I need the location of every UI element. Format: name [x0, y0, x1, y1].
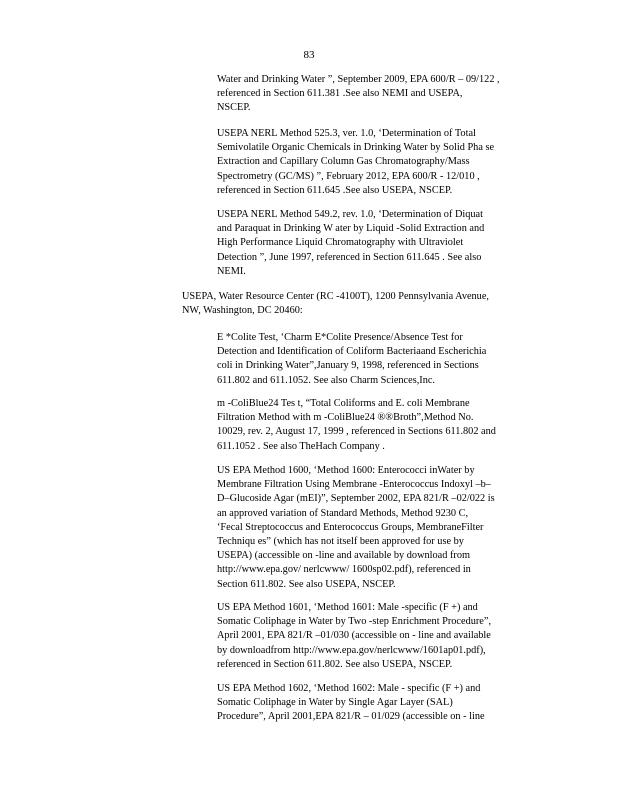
entry-line: ‘Fecal Streptococcus and Enterococcus Groups, MembraneFilter — [217, 521, 484, 533]
reference-entry-method-1601 — [217, 601, 541, 672]
entry-line: D–Glucoside Agar (mEI)”, September 2002, EPA 821/R –02/022 is — [217, 493, 495, 505]
entry-line: NEMI. — [217, 265, 246, 277]
entry-line: US EPA Method 1600, ‘Method 1600: Enterococci inWater by — [217, 465, 475, 476]
entry-line: Semivolatile Organic Chemicals in Drinking Water by Solid Pha se — [217, 142, 495, 154]
entry-line: USEPA) (accessible on -line and available by download from — [217, 550, 470, 562]
entry-line: coli in Drinking Water”,January 9, 1998, referenced in Sections — [217, 360, 479, 372]
entry-line: Section 611.802. See also USEPA, NSCEP. — [217, 578, 396, 590]
entry-line: and Paraquat in Drinking W ater by Liquid -Solid Extraction and — [217, 223, 485, 235]
reference-entry-ecolite-test — [217, 331, 541, 388]
entry-line: US EPA Method 1601, ‘Method 1601: Male -specific (F +) and — [217, 602, 478, 613]
entry-line: USEPA, Water Resource Center (RC -4100T), 1200 Pennsylvania Avenue, — [182, 291, 489, 302]
entry-line: 611.802 and 611.1052. See also Charm Sciences,Inc. — [217, 374, 435, 386]
entry-line: E *Colite Test, ‘Charm E*Colite Presence/Absence Test for — [217, 332, 463, 343]
entry-line: referenced in Section 611.381 .See also NEMI and USEPA, — [217, 88, 463, 100]
entry-line: referenced in Section 611.645 .See also USEPA, NSCEP. — [217, 184, 453, 196]
entry-line: 10029, rev. 2, August 17, 1999 , referenced in Sections 611.802 and — [217, 426, 496, 438]
reference-entry-method-525-3 — [217, 127, 541, 198]
entry-line: 611.1052 . See also TheHach Company . — [217, 440, 385, 452]
reference-entry-method-549-2 — [217, 208, 541, 279]
reference-entry-method-1602 — [217, 682, 541, 725]
entry-line: USEPA NERL Method 525.3, ver. 1.0, ‘Determination of Total — [217, 128, 476, 139]
entry-line: Membrane Filtration Using Membrane -Enterococcus Indoxyl –b– — [217, 479, 491, 491]
entry-line: NW, Washington, DC 20460: — [182, 305, 303, 317]
entry-line: Extraction and Capillary Column Gas Chromatography/Mass — [217, 156, 470, 168]
entry-line: Detection and Identification of Coliform Bacteriaand Escherichia — [217, 346, 487, 358]
entry-line: by downloadfrom http://www.epa.gov/nerlcwww/1601ap01.pdf), — [217, 644, 486, 656]
entry-line: USEPA NERL Method 549.2, rev. 1.0, ‘Determination of Diquat — [217, 209, 483, 220]
entry-line: referenced in Section 611.802. See also USEPA, NSCEP. — [217, 658, 453, 670]
reference-entry-method-1600 — [217, 464, 541, 592]
reference-entry-continued — [217, 73, 541, 116]
entry-line: Water and Drinking Water ”, September 2009, EPA 600/R – 09/122 , — [217, 74, 500, 85]
entry-line: http://www.epa.gov/ nerlcwww/ 1600sp02.pdf), referenced in — [217, 564, 471, 576]
entry-line: Detection ”, June 1997, referenced in Section 611.645 . See also — [217, 251, 482, 263]
entry-line: April 2001, EPA 821/R –01/030 (accessible on - line and available — [217, 630, 491, 642]
entry-line: Filtration Method with m -ColiBlue24 ®®Broth”,Method No. — [217, 412, 474, 424]
entry-line: US EPA Method 1602, ‘Method 1602: Male - specific (F +) and — [217, 683, 481, 694]
entry-line: Spectrometry (GC/MS) ”, February 2012, EPA 600/R - 12/010 , — [217, 170, 480, 182]
entry-line: Somatic Coliphage in Water by Two -step Enrichment Procedure”, — [217, 616, 492, 628]
entry-line: Techniqu es” (which has not itself been approved for use by — [217, 536, 464, 548]
page-number: 83 — [303, 49, 315, 61]
entry-line: High Performance Liquid Chromatography with Ultraviolet — [217, 237, 464, 249]
entry-line: m -ColiBlue24 Tes t, “Total Coliforms and E. coli Membrane — [217, 398, 470, 409]
entry-line: Somatic Coliphage in Water by Single Agar Layer (SAL) — [217, 697, 453, 709]
reference-entry-usepa-water-resource-center — [182, 290, 541, 318]
entry-line: Procedure”, April 2001,EPA 821/R – 01/029 (accessible on - line — [217, 711, 485, 723]
entry-line: an approved variation of Standard Methods, Method 9230 C, — [217, 507, 469, 519]
reference-entry-m-coliblue24 — [217, 397, 541, 454]
entry-line: NSCEP. — [217, 102, 251, 114]
